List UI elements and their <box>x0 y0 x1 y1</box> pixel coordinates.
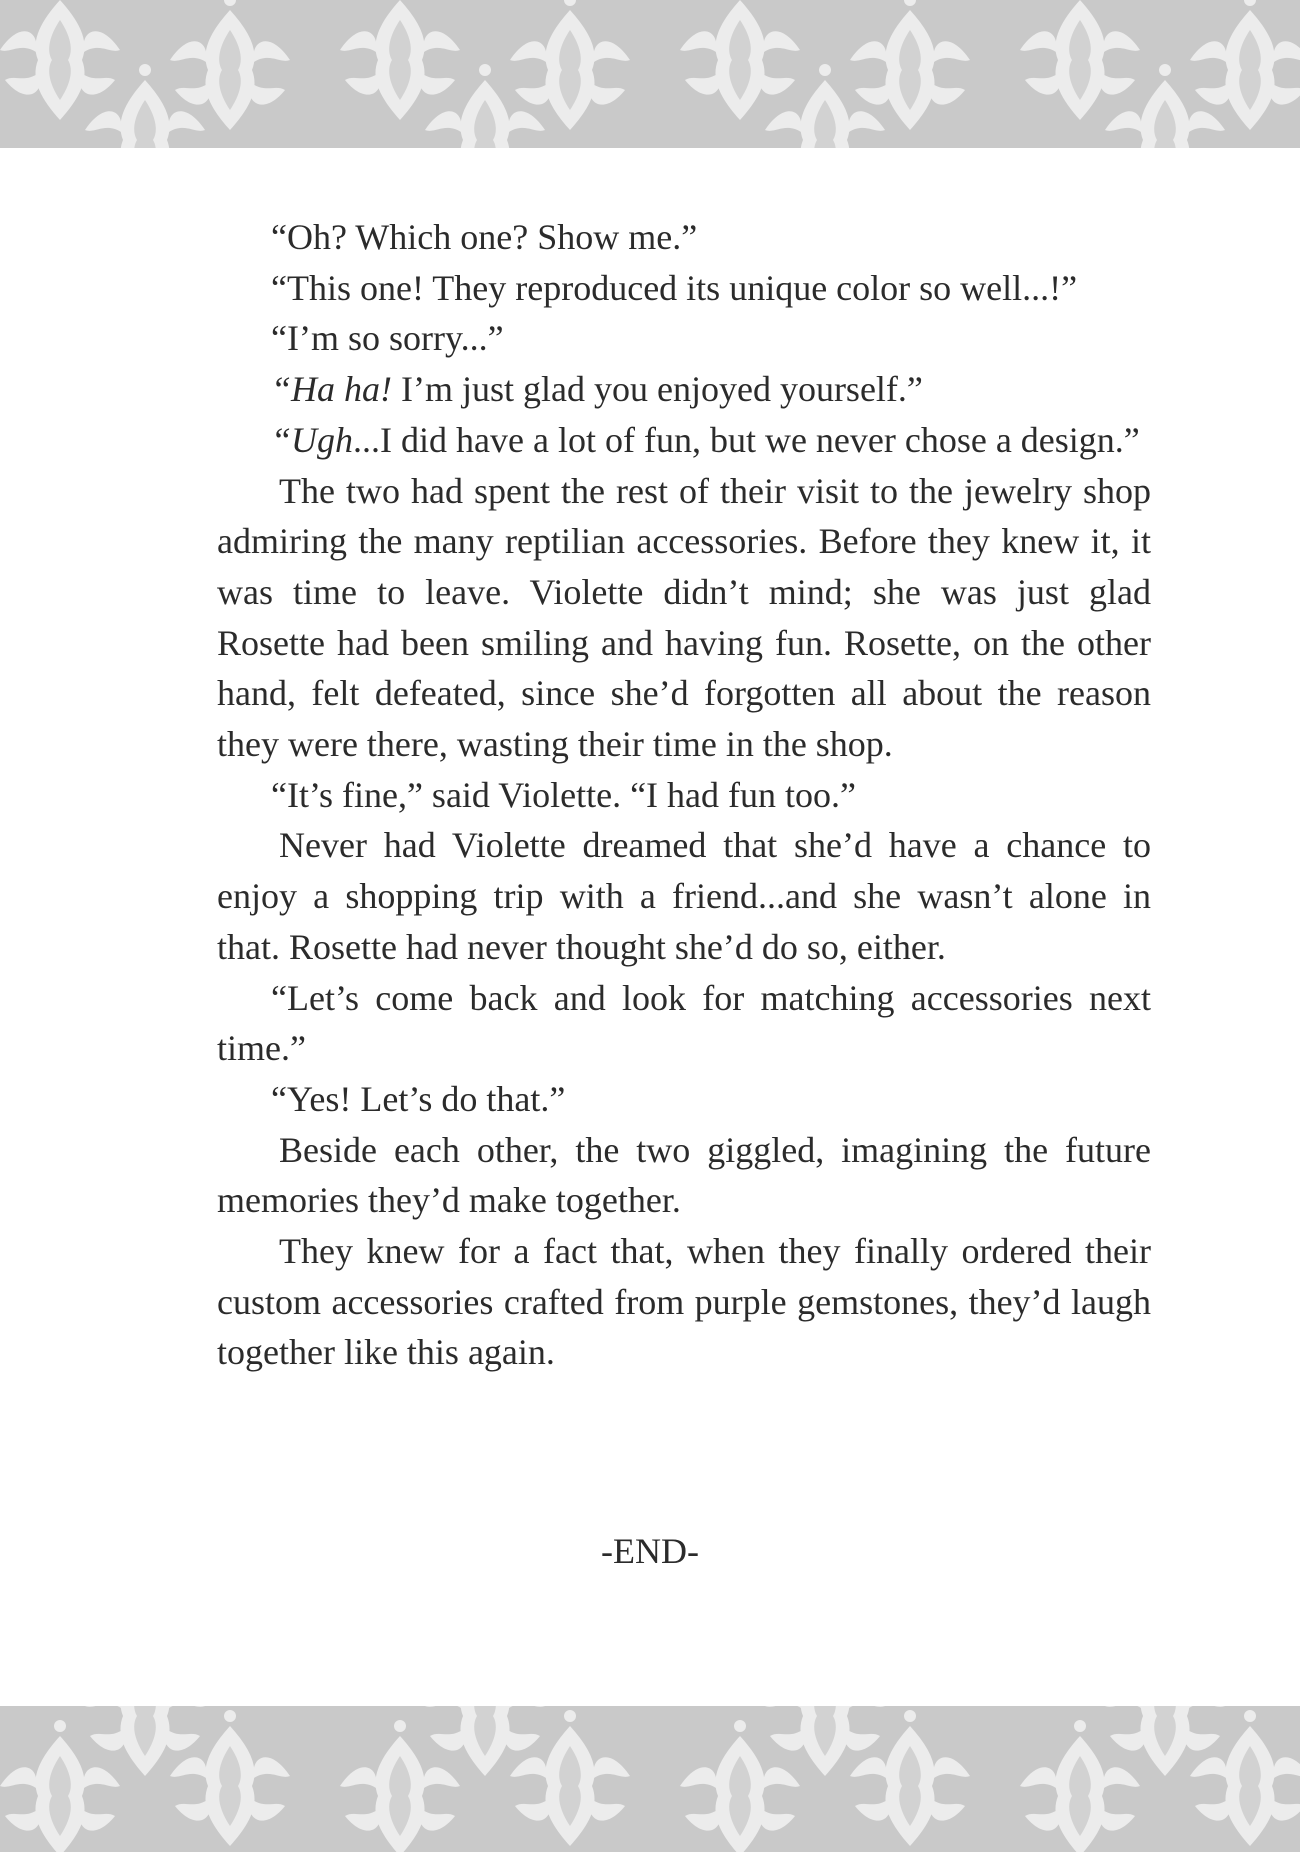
damask-pattern-icon <box>0 0 1300 148</box>
paragraph: “Yes! Let’s do that.” <box>271 1078 566 1119</box>
paragraph: “Ugh...I did have a lot of fun, but we never chose a design.” <box>271 419 1140 460</box>
paragraph: “Ha ha! I’m just glad you enjoyed yourself.” <box>271 369 923 410</box>
bottom-damask-border <box>0 1706 1300 1852</box>
paragraph: The two had spent the rest of their visit to the jewelry shop admiring the many reptilian accessories. Before they knew it, it was time to leave. Violette didn’t mind; she was just glad Rosette had been smiling and having fun. Rosette, on the other hand, felt defeated, since she’d forgotten all about the reason they were there, wasting their time in the shop. <box>217 470 1151 765</box>
damask-pattern-icon <box>0 1706 1300 1852</box>
paragraph: “Let’s come back and look for matching accessories next time.” <box>217 977 1151 1069</box>
paragraph: Never had Violette dreamed that she’d have a chance to enjoy a shopping trip with a friend...and she wasn’t alone in that. Rosette had never thought she’d do so, either. <box>217 825 1151 967</box>
paragraph: “I’m so sorry...” <box>271 318 504 359</box>
paragraph: “Oh? Which one? Show me.” <box>271 217 698 257</box>
end-mark: -END- <box>601 1531 699 1571</box>
top-damask-border <box>0 0 1300 148</box>
paragraph: “This one! They reproduced its unique color so well...!” <box>271 267 1078 308</box>
story-text <box>217 212 1151 1378</box>
paragraph: Beside each other, the two giggled, imagining the future memories they’d make together. <box>217 1129 1151 1221</box>
paragraph: They knew for a fact that, when they finally ordered their custom accessories crafted from purple gemstones, they’d laugh together like this again. <box>217 1231 1151 1373</box>
paragraph: “It’s fine,” said Violette. “I had fun too.” <box>271 774 856 815</box>
